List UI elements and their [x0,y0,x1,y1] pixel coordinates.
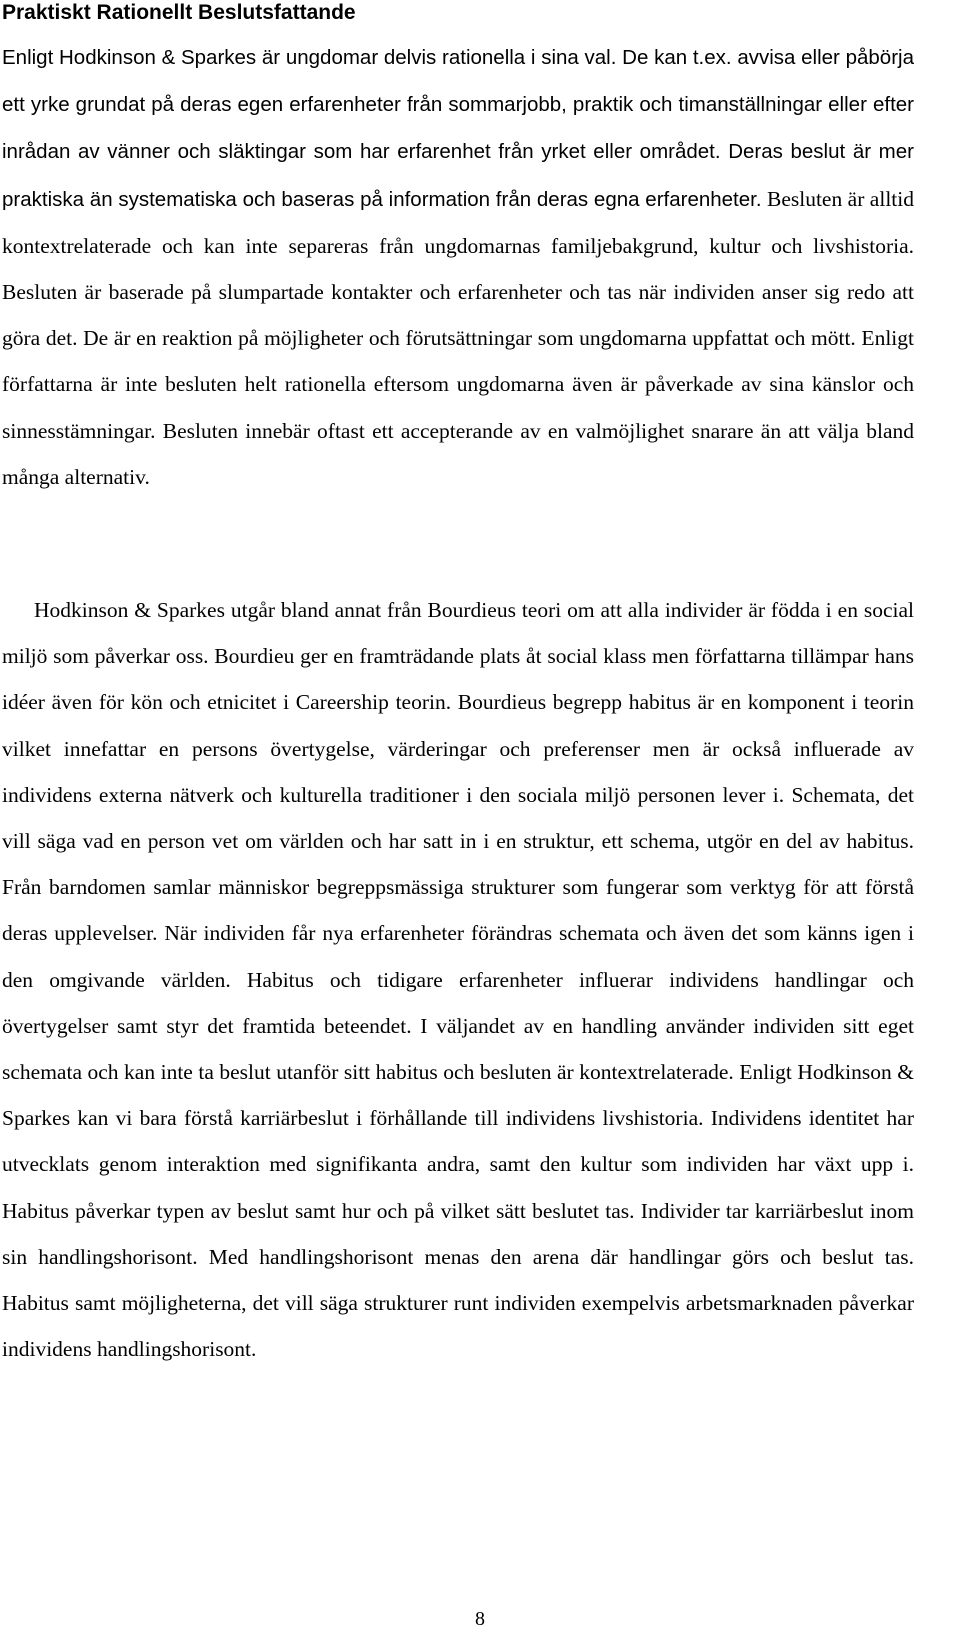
paragraph-1 [2,34,914,500]
paragraph-1-part-a: Enligt Hodkinson & Sparkes är ungdomar delvis rationella i sina val. De kan t.ex. avvisa eller påbörja ett yrke grundat på deras egen erfarenheter från sommarjobb, praktik och timanställningar eller efter inrådan av vänner och släktingar som har erfarenhet från yrket eller området. Deras beslut är mer praktiska än systematiska och baseras på information från deras egna erfarenheter. [2,46,914,211]
section-heading: Praktiskt Rationellt Beslutsfattande [2,1,356,24]
paragraph-1-part-b: Besluten är alltid kontextrelaterade och kan inte separeras från ungdomarnas familjebakgrund, kultur och livshistoria. Besluten är baserade på slumpartade kontakter och erfarenheter och tas när individen anser sig redo att göra det. De är en reaktion på möjligheter och förutsättningar som ungdomarna uppfattat och mött. Enligt författarna är inte besluten helt rationella eftersom ungdomarna även är påverkade av sina känslor och sinnesstämningar. Besluten innebär oftast ett accepterande av en valmöjlighet snarare än att välja bland många alternativ. [2,186,914,489]
page-number: 8 [475,1608,485,1630]
paragraph-2: Hodkinson & Sparkes utgår bland annat från Bourdieus teori om att alla individer är födda i en social miljö som påverkar oss. Bourdieu ger en framträdande plats åt social klass men författarna tillämpar hans idéer även för kön och etnicitet i Careership teorin. Bourdieus begrepp habitus är en komponent i teorin vilket innefattar en persons övertygelse, värderingar och preferenser men är också influerade av individens externa nätverk och kulturella traditioner i den sociala miljö personen lever i. Schemata, det vill säga vad en person vet om världen och har satt in i en struktur, ett schema, utgör en del av habitus. Från barndomen samlar människor begreppsmässiga strukturer som fungerar som verktyg för att förstå deras upplevelser. När individen får nya erfarenheter förändras schemata och även det som känns igen i den omgivande världen. Habitus och tidigare erfarenheter influerar individens handlingar och övertygelser samt styr det framtida beteendet. I väljandet av en handling använder individen sitt eget schemata och kan inte ta beslut utanför sitt habitus och besluten är kontextrelaterade. Enligt Hodkinson & Sparkes kan vi bara förstå karriärbeslut i förhållande till individens livshistoria. Individens identitet har utvecklats genom interaktion med signifikanta andra, samt den kultur som individen har växt upp i. Habitus påverkar typen av beslut samt hur och på vilket sätt beslutet tas. Individer tar karriärbeslut inom sin handlingshorisont. Med handlingshorisont menas den arena där handlingar görs och beslut tas. Habitus samt möjligheterna, det vill säga strukturer runt individen exempelvis arbetsmarknaden påverkar individens handlingshorisont. [2,598,914,1362]
